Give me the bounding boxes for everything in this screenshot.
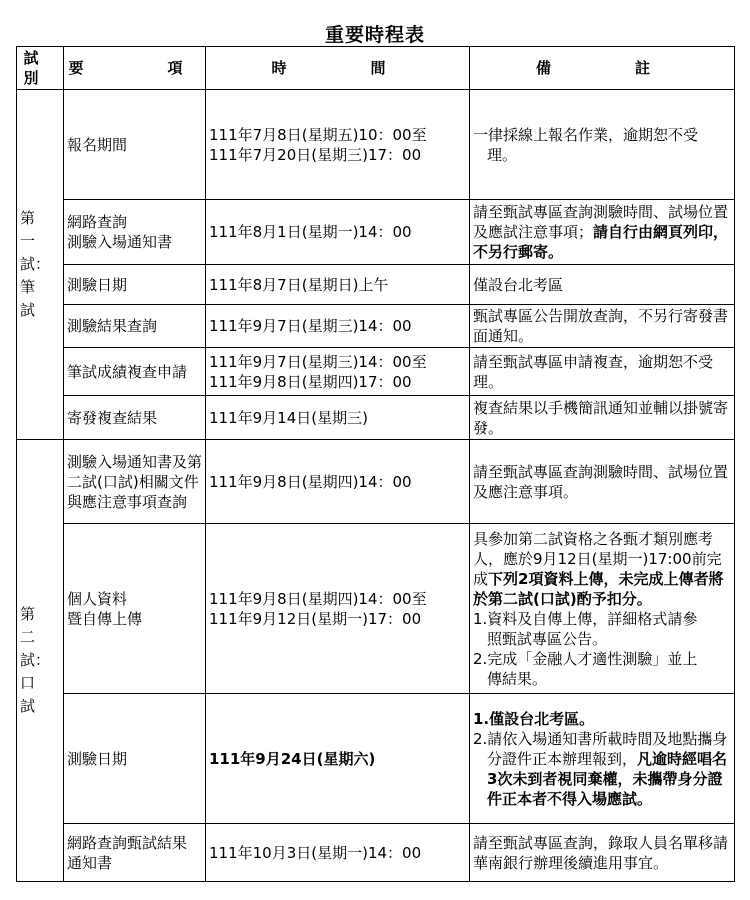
- note-cell: [470, 524, 735, 694]
- note-list-item: 2.完成「金融人才適性測驗」並上: [473, 649, 698, 668]
- time-cell: 111年9月8日(星期四)14：00: [206, 440, 470, 524]
- time-cell: [206, 90, 470, 200]
- time-cell: 111年9月14日(星期三): [206, 396, 470, 440]
- time-line: 111年9月8日(星期四)17：00: [209, 372, 412, 391]
- note-bold-text: 凡逾時經唱名3次未到者視同棄權，未攜帶身分證件正本者不得入場應試。: [487, 749, 728, 808]
- time-line: 111年9月7日(星期三)14：00至: [209, 352, 427, 371]
- item-line: 個人資料: [67, 589, 128, 608]
- note-bold-text: 下列2項資料上傳，未完成上傳者將於第二試(口試)酌予扣分。: [473, 569, 724, 608]
- note-list-item: 照甄試專區公告。: [487, 629, 608, 648]
- note-cell: [470, 90, 735, 200]
- table-row: [17, 265, 735, 305]
- item-cell: 測驗日期: [64, 265, 206, 305]
- note-cell: 複查結果以手機簡訊通知並輔以掛號寄發。: [470, 396, 735, 440]
- item-cell: 測驗結果查詢: [64, 305, 206, 348]
- table-row: [17, 396, 735, 440]
- time-line: 111年9月8日(星期四)14：00至: [209, 589, 427, 608]
- item-cell: [64, 524, 206, 694]
- section-oral: [17, 440, 64, 882]
- item-cell: 報名期間: [64, 90, 206, 200]
- item-line: 暨自傳上傳: [67, 609, 143, 628]
- item-line: 通知書: [67, 853, 113, 872]
- item-cell: 筆試成績複查申請: [64, 348, 206, 396]
- table-row: [17, 348, 735, 396]
- time-line: 111年7月20日(星期三)17：00: [209, 145, 422, 164]
- note-cell: 請至甄試專區查詢測驗時間、試場位置及應注意事項。: [470, 440, 735, 524]
- item-cell: [64, 200, 206, 265]
- section-written: [17, 90, 64, 440]
- table-row: [17, 824, 735, 882]
- note-bold-text: 請自行由網頁列印，不另行郵寄。: [473, 223, 729, 261]
- note-text: 具參加第二試資格之各甄才類別應考人，應於9月12日(星期一)17:00前完成: [473, 529, 722, 588]
- note-cell: 請至甄試專區申請複查，逾期恕不受理。: [470, 348, 735, 396]
- time-line: 111年7月8日(星期五)10：00至: [209, 125, 427, 144]
- note-list-item: 1.僅設台北考區。: [473, 709, 595, 728]
- time-cell: 111年8月7日(星期日)上午: [206, 265, 470, 305]
- header-type: 試別: [17, 47, 64, 90]
- header-row: [17, 47, 735, 90]
- item-line: 網路查詢: [67, 213, 128, 231]
- note-cell: [470, 200, 735, 265]
- table-row: [17, 90, 735, 200]
- header-time: 時 間: [206, 47, 470, 90]
- table-row: [17, 305, 735, 348]
- table-row: [17, 694, 735, 824]
- header-note: 備 註: [470, 47, 735, 90]
- note-line: 一律採線上報名作業，逾期恕不受: [473, 125, 699, 144]
- note-line: 理。: [487, 145, 518, 164]
- time-text: (星期六): [316, 749, 376, 768]
- time-cell: [206, 348, 470, 396]
- time-cell: 111年8月1日(星期一)14：00: [206, 200, 470, 265]
- item-line: 網路查詢甄試結果: [67, 833, 188, 852]
- item-cell: [64, 824, 206, 882]
- time-cell: 111年9月7日(星期三)14：00: [206, 305, 470, 348]
- time-cell: [206, 524, 470, 694]
- table-row: [17, 440, 735, 524]
- note-cell: [470, 694, 735, 824]
- page-title: 重要時程表: [324, 24, 425, 46]
- header-item: 要 項: [64, 47, 206, 90]
- section-written-label: 第一試：筆試: [20, 209, 51, 319]
- note-list-item: 傳結果。: [487, 669, 548, 688]
- table-row: [17, 524, 735, 694]
- note-list-item: 1.資料及自傳上傳，詳細格式請參: [473, 609, 698, 628]
- item-cell: 測驗入場通知書及第二試(口試)相關文件與應注意事項查詢: [64, 440, 206, 524]
- section-oral-label: 第二試：口試: [20, 605, 51, 715]
- note-list-item: 2.請依入場通知書所載時間及地點攜身分證件正本辦理報到，: [473, 729, 728, 768]
- time-cell: [206, 694, 470, 824]
- time-line: 111年9月12日(星期一)17：00: [209, 609, 422, 628]
- note-text: 請至甄試專區查詢測驗時間、試場位置及應試注意事項；: [473, 203, 729, 241]
- note-cell: 請至甄試專區查詢，錄取人員名單移請華南銀行辦理後續進用事宜。: [470, 824, 735, 882]
- note-cell: 僅設台北考區: [470, 265, 735, 305]
- time-cell: 111年10月3日(星期一)14：00: [206, 824, 470, 882]
- item-cell: 測驗日期: [64, 694, 206, 824]
- note-cell: 甄試專區公告開放查詢，不另行寄發書面通知。: [470, 305, 735, 348]
- item-cell: 寄發複查結果: [64, 396, 206, 440]
- time-bold-text: 111年9月24日: [209, 749, 317, 768]
- table-row: [17, 200, 735, 265]
- schedule-table: [16, 46, 735, 882]
- item-line: 測驗入場通知書: [67, 233, 173, 251]
